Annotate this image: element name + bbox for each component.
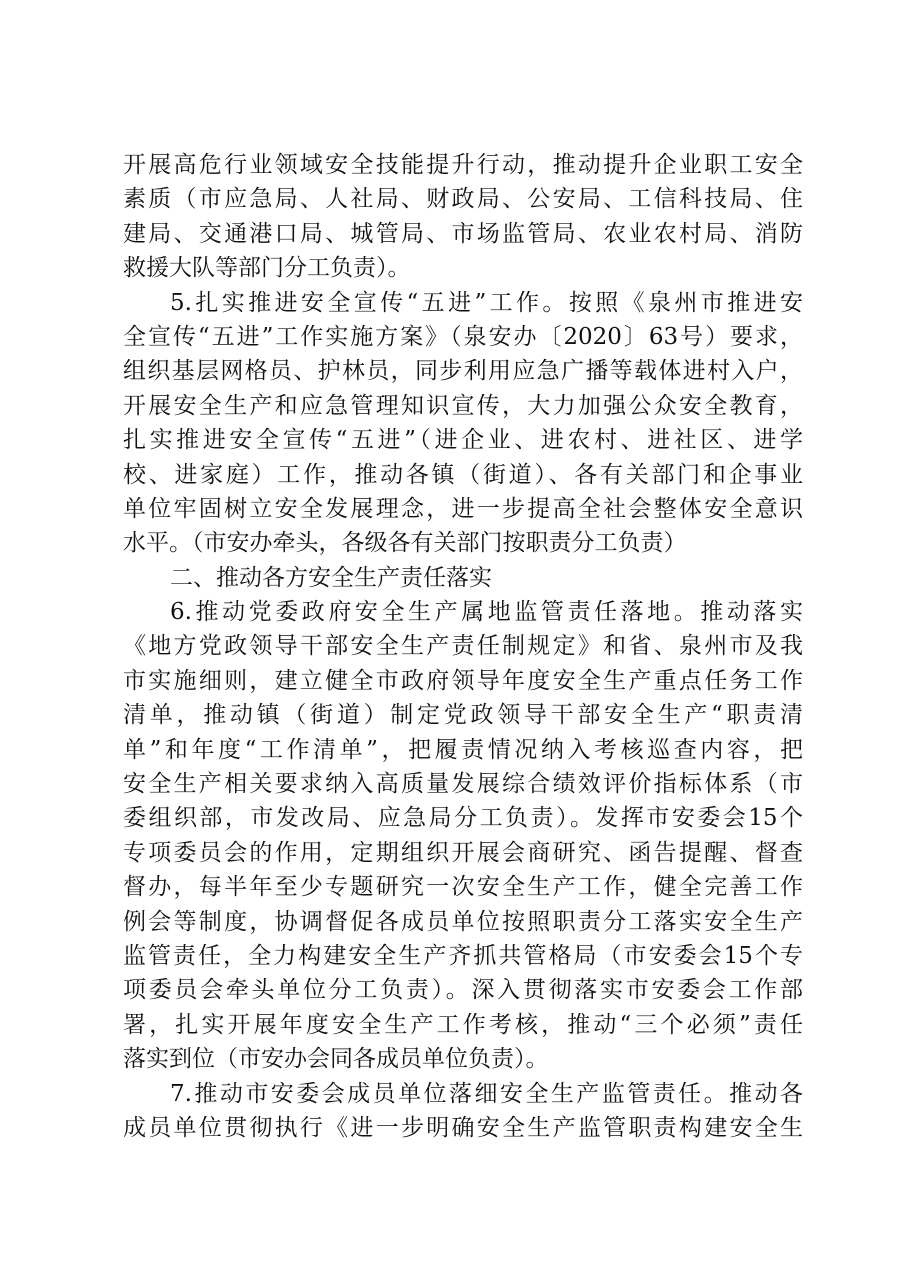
text-line: 5.扎实推进安全宣传“五进”工作。按照《泉州市推进安: [170, 289, 803, 316]
text-line: 成员单位贯彻执行《进一步明确安全生产监管职责构建安全生: [123, 1114, 803, 1141]
text-line: 《地方党政领导干部安全生产责任制规定》和省、泉州市及我: [123, 633, 803, 660]
text-line: 安全生产相关要求纳入高质量发展综合绩效评价指标体系（市: [123, 771, 803, 798]
text-line: 署，扎实开展年度安全生产工作考核，推动“三个必须”责任: [123, 1011, 803, 1038]
text-line: 建局、交通港口局、城管局、市场监管局、农业农村局、消防: [123, 220, 803, 247]
text-line: 清单，推动镇（街道）制定党政领导干部安全生产“职责清: [123, 702, 803, 729]
text-line: 开展高危行业领域安全技能提升行动，推动提升企业职工安全: [123, 152, 803, 178]
text-line: 开展安全生产和应急管理知识宣传，大力加强公众安全教育，: [123, 392, 803, 419]
text-line: 7.推动市安委会成员单位落细安全生产监管责任。推动各: [170, 1080, 803, 1107]
text-line: 全宣传“五进”工作实施方案》（泉安办〔2020〕63号）要求，: [123, 323, 803, 350]
text-line: 扎实推进安全宣传“五进”（进企业、进农村、进社区、进学: [123, 427, 803, 454]
text-line: 专项委员会的作用，定期组织开展会商研究、函告提醒、督查: [123, 839, 803, 866]
text-line: 校、进家庭）工作，推动各镇（街道）、各有关部门和企事业: [123, 461, 803, 488]
text-line: 单位牢固树立安全发展理念，进一步提高全社会整体安全意识: [123, 495, 803, 522]
text-line: 例会等制度，协调督促各成员单位按照职责分工落实安全生产: [123, 908, 803, 935]
text-line: 组织基层网格员、护林员，同步利用应急广播等载体进村入户，: [123, 358, 803, 385]
text-line: 督办，每半年至少专题研究一次安全生产工作，健全完善工作: [123, 874, 803, 901]
text-line: 项委员会牵头单位分工负责）。深入贯彻落实市安委会工作部: [123, 977, 803, 1004]
document-body: [123, 148, 803, 1145]
text-line: 素质（市应急局、人社局、财政局、公安局、工信科技局、住: [123, 186, 803, 213]
text-line: 市实施细则，建立健全市政府领导年度安全生产重点任务工作: [123, 667, 803, 694]
text-line: 救援大队等部门分工负责）。: [123, 255, 411, 282]
text-line: 落实到位（市安办会同各成员单位负责）。: [123, 1046, 549, 1073]
text-line: 水平。（市安办牵头，各级各有关部门按职责分工负责）: [123, 530, 687, 557]
text-line: 委组织部，市发改局、应急局分工负责）。发挥市安委会15个: [123, 805, 803, 832]
text-line: 6.推动党委政府安全生产属地监管责任落地。推动落实: [170, 599, 803, 626]
text-line: 二、推动各方安全生产责任落实: [170, 564, 492, 591]
text-line: 监管责任，全力构建安全生产齐抓共管格局（市安委会15个专: [123, 942, 803, 969]
text-line: 单”和年度“工作清单”，把履责情况纳入考核巡查内容，把: [123, 736, 803, 763]
